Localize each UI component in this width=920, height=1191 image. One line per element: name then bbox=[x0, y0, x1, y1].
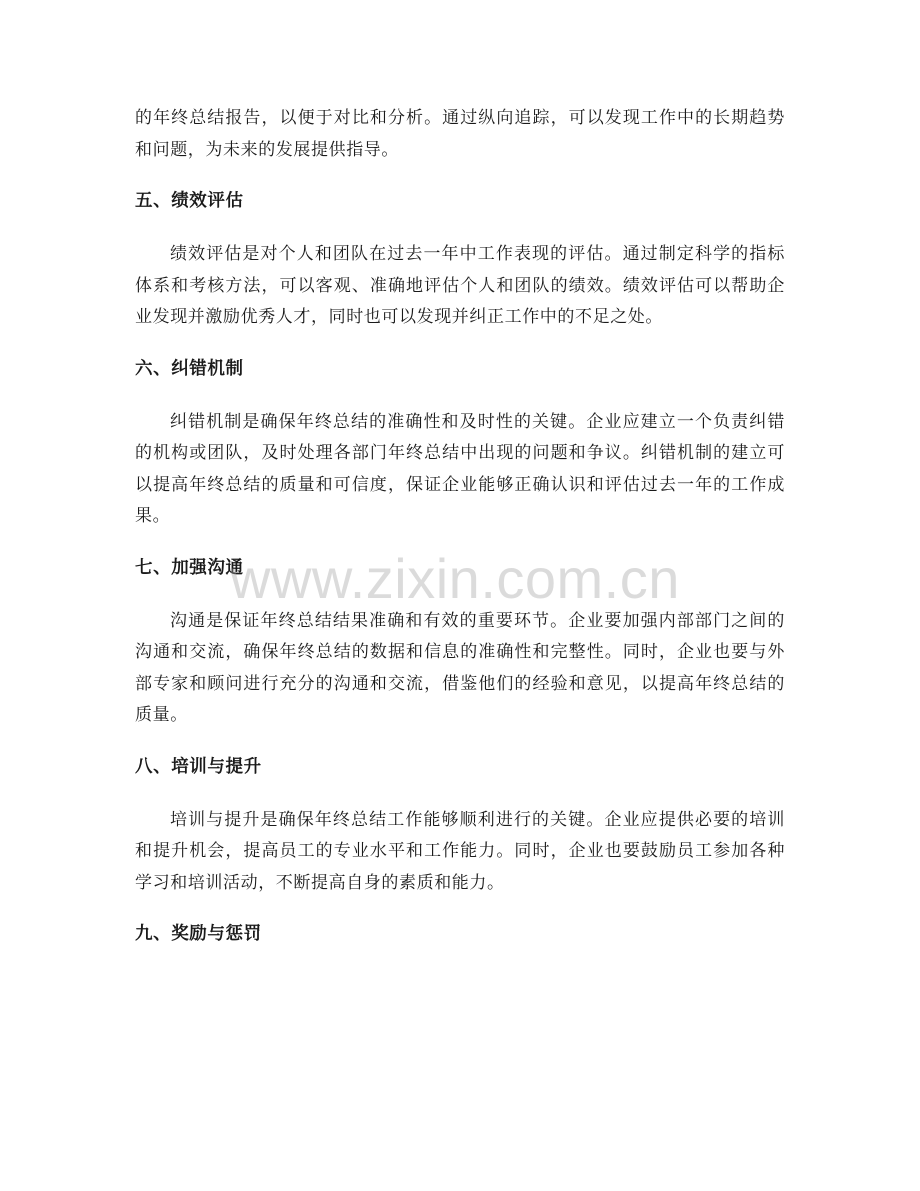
section-body-performance: 绩效评估是对个人和团队在过去一年中工作表现的评估。通过制定科学的指标体系和考核方法，可以客观、准确地评估个人和团队的绩效。绩效评估可以帮助企业发现并激励优秀人才，同时也可以发现并纠正工作中的不足之处。 bbox=[135, 244, 785, 327]
intro-paragraph: 的年终总结报告，以便于对比和分析。通过纵向追踪，可以发现工作中的长期趋势和问题，为未来的发展提供指导。 bbox=[135, 108, 785, 160]
section-body-training: 培训与提升是确保年终总结工作能够顺利进行的关键。企业应提供必要的培训和提升机会，提高员工的专业水平和工作能力。同时，企业也要鼓励员工参加各种学习和培训活动，不断提高自身的素质和能力。 bbox=[135, 809, 785, 893]
section-body-error-correction: 纠错机制是确保年终总结的准确性和及时性的关键。企业应建立一个负责纠错的机构或团队，及时处理各部门年终总结中出现的问题和争议。纠错机制的建立可以提高年终总结的质量和可信度，保证企业能够正确认识和评估过去一年的工作成果。 bbox=[135, 411, 785, 526]
section-heading-communication: 七、加强沟通 bbox=[135, 557, 244, 578]
document-body bbox=[135, 103, 785, 950]
section-heading-training: 八、培训与提升 bbox=[135, 756, 262, 777]
section-body-communication: 沟通是保证年终总结结果准确和有效的重要环节。企业要加强内部部门之间的沟通和交流，确保年终总结的数据和信息的准确性和完整性。同时，企业也要与外部专家和顾问进行充分的沟通和交流，借鉴他们的经验和意见，以提高年终总结的质量。 bbox=[135, 610, 785, 725]
section-heading-performance: 五、绩效评估 bbox=[135, 191, 244, 211]
section-heading-error-correction: 六、纠错机制 bbox=[135, 358, 244, 379]
watermark: www.zixin.com.cn bbox=[230, 547, 680, 610]
section-heading-rewards: 九、奖励与惩罚 bbox=[135, 924, 262, 944]
